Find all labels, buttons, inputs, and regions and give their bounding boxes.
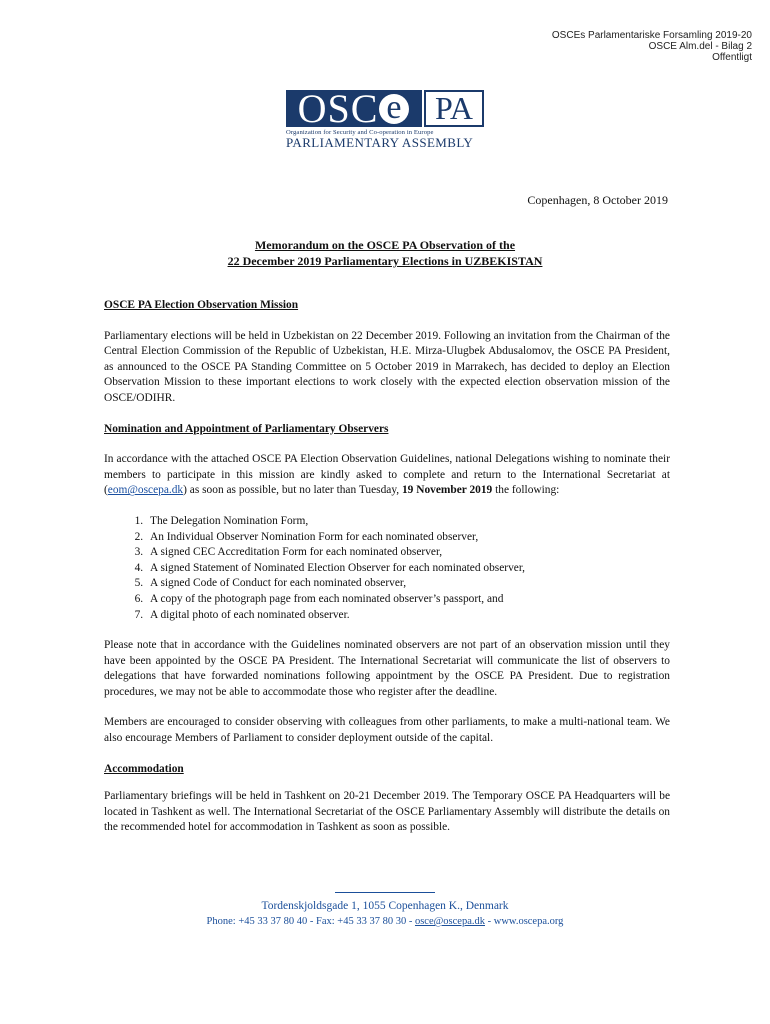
- list-item: 6. A copy of the photograph page from each nominated observer’s passport, and: [146, 592, 670, 608]
- eom-email-link[interactable]: eom@oscepa.dk: [107, 484, 184, 497]
- paragraph-accommodation: Parliamentary briefings will be held in Tashkent on 20-21 December 2019. The Temporary OSCE PA Headquarters will be located in Tashkent as well. The International Secretariat of the OSCE Parliamentary Assembly will distribute the details on the recommended hotel for accommodation in Tashkent as soon as possible.: [104, 790, 670, 834]
- document-date: Copenhagen, 8 October 2019: [527, 193, 668, 207]
- list-item: 2. An Individual Observer Nomination Form for each nominated observer,: [146, 530, 670, 546]
- heading-nomination: Nomination and Appointment of Parliamentary Observers: [104, 422, 389, 435]
- page-footer: [0, 892, 770, 930]
- footer-divider: [335, 892, 435, 893]
- title-line-2: 22 December 2019 Parliamentary Elections in UZBEKISTAN: [227, 254, 543, 268]
- heading-mission: OSCE PA Election Observation Mission: [104, 299, 299, 311]
- osce-pa-logo: [286, 86, 486, 154]
- list-item: 4. A signed Statement of Nominated Election Observer for each nominated observer,: [146, 561, 670, 577]
- title-line-1: Memorandum on the OSCE PA Observation of the: [254, 238, 516, 252]
- paragraph-nomination: In accordance with the attached OSCE PA Election Observation Guidelines, national Delegations wishing to nominate their members to participate in this mission are kindly asked to complete and return to the International Secretariat at (eom@oscepa.dk) as soon as possible, but no later than Tuesday, 19 November 2019 the following:: [104, 453, 670, 497]
- osce-wordmark: OSC e: [286, 90, 422, 127]
- logo-organization-text: Organization for Security and Co-operation in Europe: [286, 129, 434, 136]
- footer-contact: Phone: +45 33 37 80 40 - Fax: +45 33 37 80 30 - osce@oscepa.dk - www.oscepa.org: [206, 916, 564, 927]
- page-header: [552, 30, 752, 63]
- header-line-3: Offentligt: [712, 52, 752, 63]
- header-line-2: OSCE Alm.del - Bilag 2: [648, 41, 752, 52]
- footer-email-link[interactable]: osce@oscepa.dk: [414, 916, 485, 927]
- list-item: 5. A signed Code of Conduct for each nominated observer,: [146, 576, 670, 592]
- nomination-deadline: 19 November 2019: [401, 484, 493, 497]
- list-item: 1. The Delegation Nomination Form,: [146, 514, 670, 530]
- header-line-1: OSCEs Parlamentariske Forsamling 2019-20: [551, 30, 752, 41]
- logo-assembly-text: PARLIAMENTARY ASSEMBLY: [286, 135, 474, 150]
- footer-address: Tordenskjoldsgade 1, 1055 Copenhagen K., Denmark: [261, 900, 509, 912]
- required-documents-list: [104, 514, 670, 623]
- osce-e-mark: e: [379, 94, 409, 124]
- footer-website: - www.oscepa.org: [485, 916, 564, 927]
- paragraph-appointment-note: Please note that in accordance with the Guidelines nominated observers are not part of an observation mission until they have been appointed by the OSCE PA President. The International Secretariat will communicate the list of observers to delegations that have forwarded nominations following appointment by the OSCE PA President. Due to registration procedures, we may not be able to accommodate those who register after the deadline.: [104, 639, 670, 698]
- heading-accommodation: Accommodation: [104, 762, 184, 775]
- memo-title: [0, 237, 770, 269]
- list-item: 3. A signed CEC Accreditation Form for each nominated observer,: [146, 545, 670, 561]
- list-item: 7. A digital photo of each nominated observer.: [146, 608, 670, 624]
- paragraph-mission: Parliamentary elections will be held in Uzbekistan on 22 December 2019. Following an invitation from the Chairman of the Central Election Commission of the Republic of Uzbekistan, H.E. Mirza-Ulugbek Abdusalomov, the OSCE PA President, as announced to the OSCE PA Standing Committee on 5 October 2019 in Marrakech, has decided to deploy an Election Observation Mission to these important elections to work closely with the expected election observation mission of the OSCE/ODIHR.: [104, 329, 670, 404]
- memo-body: [104, 298, 670, 836]
- paragraph-multinational: Members are encouraged to consider observing with colleagues from other parliaments, to make a multi-national team. We also encourage Members of Parliament to consider deployment outside of the capital.: [104, 716, 670, 745]
- pa-wordmark: PA: [424, 90, 484, 127]
